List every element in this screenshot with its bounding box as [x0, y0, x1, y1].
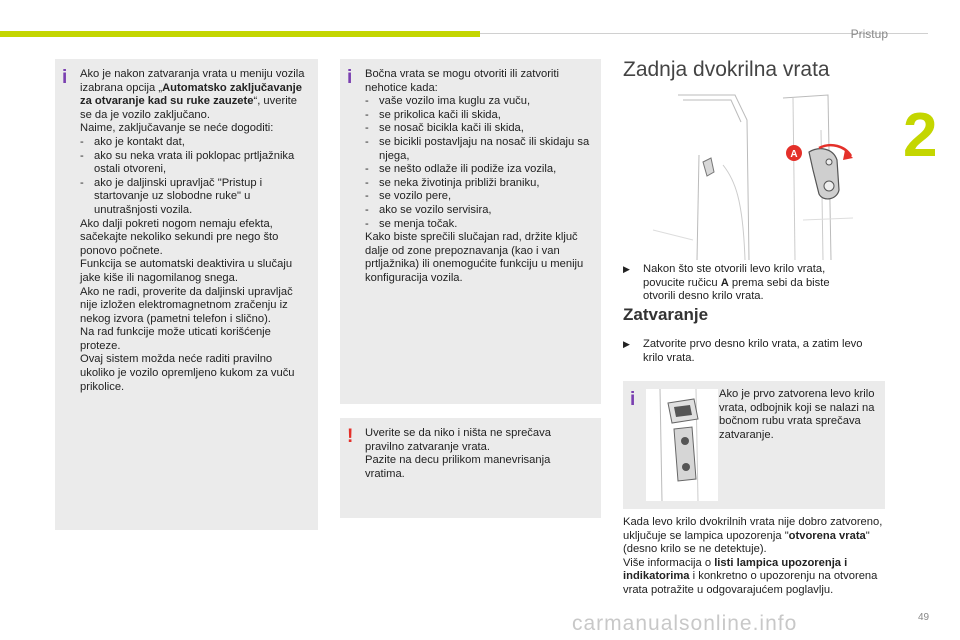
- step-text: Zatvorite prvo desno krilo vrata, a zatim levo krilo vrata.: [643, 338, 863, 364]
- info-icon: i: [62, 67, 68, 88]
- callout-a-label: A: [790, 149, 798, 160]
- paragraph: Pazite na decu prilikom manevrisanja vratima.: [365, 454, 551, 480]
- info-box-text: [365, 68, 593, 286]
- info-box-automatic-locking: [55, 59, 318, 530]
- watermark: carmanualsonline.info: [572, 612, 798, 635]
- conditions-list: [80, 136, 310, 218]
- paragraph: Funkcija se automatski deaktivira u slučaju jake kiše ili nagomilanog snega.: [80, 258, 293, 284]
- list-item: - vaše vozilo ima kuglu za vuču,: [365, 95, 593, 109]
- info-icon: i: [630, 389, 636, 410]
- warning-box-closing: [340, 418, 601, 518]
- causes-list: [365, 95, 593, 231]
- rear-doors-illustration: [623, 90, 863, 260]
- chapter-number: 2: [903, 101, 938, 170]
- paragraph: Bočna vrata se mogu otvoriti ili zatvoriti nehotice kada:: [365, 68, 559, 94]
- info-icon: i: [347, 67, 353, 88]
- list-item: - ako je daljinski upravljač "Pristup i startovanje uz slobodne ruke" u unutrašnjosti vozila.: [80, 177, 310, 218]
- handle-label: A: [720, 276, 729, 289]
- text-span: “, uverite se da je vozilo zaključano.: [80, 95, 298, 121]
- page-title: Zadnja dvokrilna vrata: [623, 58, 830, 81]
- paragraph: Ovaj sistem možda neće raditi pravilno ukoliko je vozilo opremljeno kukom za vuču prikolice.: [80, 353, 295, 393]
- page-number: 49: [918, 612, 930, 623]
- paragraph: Kako biste sprečili slučajan rad, držite ključ dalje od zone prepoznavanja (kao i van prtljažnika) ili onemogućite funkciju u meniju konfiguracija vozila.: [365, 231, 584, 284]
- bold-warning-name: otvorena vrata: [788, 529, 866, 542]
- list-item: - se nosač bicikla kači ili skida,: [365, 122, 593, 136]
- info-box-side-doors: [340, 59, 601, 404]
- list-item: - se menja točak.: [365, 218, 593, 232]
- list-item: - ako je kontakt dat,: [80, 136, 310, 150]
- text-span: " (desno krilo se ne detektuje).: [623, 529, 870, 556]
- header-accent-bar: [0, 31, 480, 37]
- bold-option-name: Automatsko zaključavanje za otvaranje kad su ruke zauzete: [80, 81, 302, 108]
- step-arrow-icon: ▶: [623, 264, 630, 274]
- list-item: - se neka životinja približi braniku,: [365, 177, 593, 191]
- text-span: Naime, zaključavanje se neće dogoditi:: [80, 122, 274, 135]
- warning-lamp-paragraph: [623, 516, 891, 598]
- list-item: - se bicikli postavljaju na nosač ili skidaju sa njega,: [365, 136, 593, 163]
- text-span: Ako je nakon zatvaranja vrata u meniju vozila izabrana opcija „: [80, 68, 305, 94]
- warning-box-text: [365, 427, 593, 481]
- list-item: - se prikolica kači ili skida,: [365, 109, 593, 123]
- text-span: Kada levo krilo dvokrilnih vrata nije dobro zatvoreno, uključuje se lampica upozorenja ": [623, 516, 883, 542]
- info-box-text: [80, 68, 310, 394]
- info-box-text: Ako je prvo zatvorena levo krilo vrata, odbojnik koji se nalazi na bočnom rubu vrata sprečava zatvaranje.: [719, 388, 875, 441]
- info-box-door-stop: [623, 381, 885, 509]
- paragraph: Ako dalji pokreti nogom nemaju efekta, sačekajte nekoliko sekundi pre nego što ponovo počnete.: [80, 217, 279, 257]
- paragraph: Ako ne radi, proverite da daljinski upravljač nije izložen elektromagnetnom zračenju iz nekog izvora (pametni telefon i slično).: [80, 285, 293, 325]
- list-item: - ako su neka vrata ili poklopac prtljažnika ostali otvoreni,: [80, 150, 310, 177]
- step-arrow-icon: ▶: [623, 339, 630, 349]
- bold-reference: listi lampica upozorenja i indikatorima: [623, 556, 848, 583]
- text-span: i konkretno o upozorenju na otvorena vrata potražite u odgovarajućem poglavlju.: [623, 570, 878, 596]
- door-stop-illustration: [646, 389, 718, 501]
- text-span: prema sebi da biste otvorili desno krilo vrata.: [643, 276, 830, 303]
- warning-icon: !: [347, 426, 354, 447]
- list-item: - se vozilo pere,: [365, 190, 593, 204]
- list-item: - se nešto odlaže ili podiže iza vozila,: [365, 163, 593, 177]
- list-item: - ako se vozilo servisira,: [365, 204, 593, 218]
- text-span: Nakon što ste otvorili levo krilo vrata, povucite ručicu: [643, 263, 826, 289]
- step-text: [643, 263, 863, 304]
- paragraph: Na rad funkcije može uticati korišćenje proteze.: [80, 326, 271, 352]
- text-span: Više informacija o: [623, 556, 715, 569]
- section-title: Pristup: [850, 27, 888, 41]
- paragraph: Uverite se da niko i ništa ne sprečava pravilno zatvaranje vrata.: [365, 427, 551, 453]
- section-heading-closing: Zatvaranje: [623, 305, 709, 324]
